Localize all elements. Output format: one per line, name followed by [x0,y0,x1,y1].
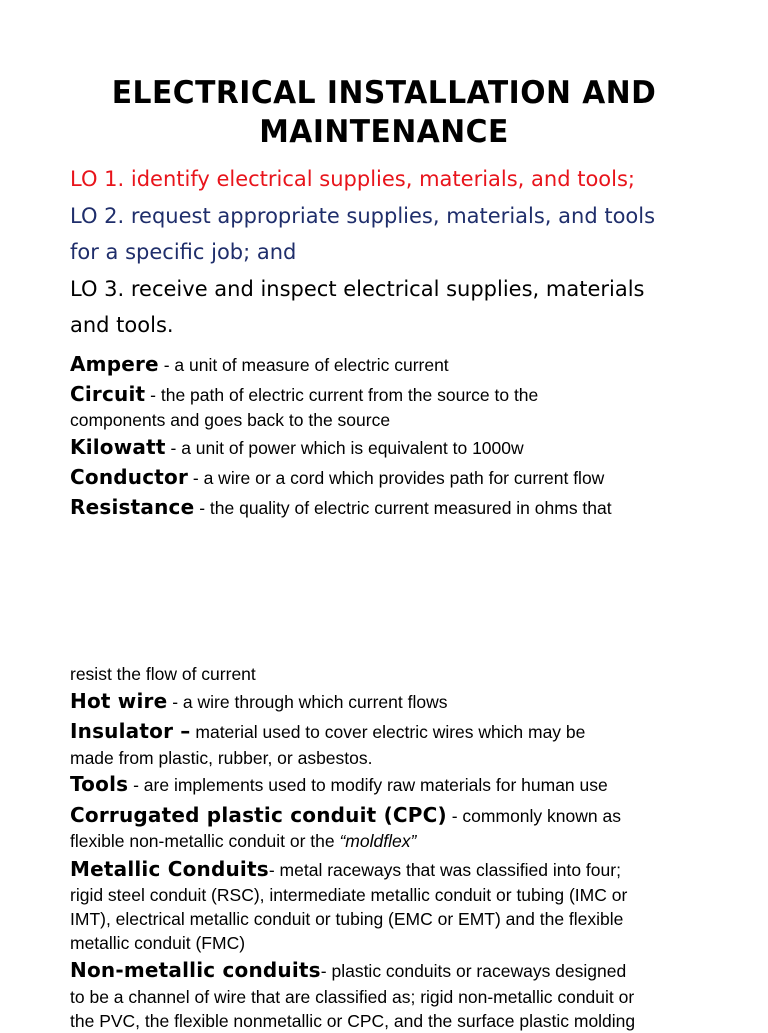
desc-cpc: - commonly known as [446,806,621,826]
desc-conductor: - a wire or a cord which provides path for current flow [188,468,605,488]
desc-circuit-line-2: components and goes back to the source [70,410,391,430]
learning-outcome-3-line-2: and tools. [70,313,174,337]
desc-non-metallic-line-3: the PVC, the flexible nonmetallic or CPC, and the surface plastic molding [70,1011,636,1031]
desc-circuit: - the path of electric current from the source to the [145,385,539,405]
definition-non-metallic-conduits [70,958,730,983]
learning-outcome-2-line-1: LO 2. request appropriate supplies, materials, and tools [70,204,656,228]
term-insulator: Insulator – [70,719,191,743]
desc-non-metallic-line-2: to be a channel of wire that are classified as; rigid non-metallic conduit or [70,987,635,1007]
definition-circuit [70,382,730,407]
definition-resistance [70,495,730,520]
desc-insulator: material used to cover electric wires which may be [190,722,586,742]
term-non-metallic-conduits: Non-metallic conduits [70,958,321,982]
desc-metallic-conduits: - metal raceways that was classified into four; [268,860,621,880]
definition-insulator [70,719,730,744]
definition-tools [70,772,730,797]
term-conductor: Conductor [70,465,189,489]
learning-outcome-3-line-1: LO 3. receive and inspect electrical supplies, materials [70,277,645,301]
desc-cpc-line-2 [70,829,730,853]
desc-resistance-line-2: resist the flow of current [70,664,256,684]
term-circuit: Circuit [70,382,146,406]
definition-hot-wire [70,689,730,714]
definition-kilowatt [70,435,730,460]
desc-ampere: - a unit of measure of electric current [158,355,449,375]
term-metallic-conduits: Metallic Conduits [70,857,269,881]
desc-metallic-line-3: IMT), electrical metallic conduit or tubing (EMC or EMT) and the flexible [70,909,624,929]
term-cpc: Corrugated plastic conduit (CPC) [70,803,447,827]
desc-cpc-line-2-text: flexible non-metallic conduit or the [70,831,340,851]
term-ampere: Ampere [70,352,159,376]
desc-cpc-moldflex: “moldflex” [339,831,417,851]
term-hot-wire: Hot wire [70,689,168,713]
term-resistance: Resistance [70,495,195,519]
document-title-line-1: ELECTRICAL INSTALLATION AND [111,75,657,111]
term-kilowatt: Kilowatt [70,435,166,459]
learning-outcome-1: LO 1. identify electrical supplies, materials, and tools; [70,167,636,191]
desc-kilowatt: - a unit of power which is equivalent to 1000w [165,438,524,458]
definition-conductor [70,465,730,490]
definition-cpc [70,803,730,828]
desc-tools: - are implements used to modify raw materials for human use [128,775,608,795]
desc-metallic-line-4: metallic conduit (FMC) [70,933,246,953]
learning-outcome-2-line-2: for a specific job; and [70,240,297,264]
desc-hot-wire: - a wire through which current flows [167,692,448,712]
definition-ampere [70,352,730,377]
desc-non-metallic-conduits: - plastic conduits or raceways designed [320,961,627,981]
desc-insulator-line-2: made from plastic, rubber, or asbestos. [70,748,373,768]
definition-metallic-conduits [70,857,730,882]
document-title-line-2: MAINTENANCE [259,114,509,150]
desc-resistance: - the quality of electric current measured in ohms that [194,498,612,518]
desc-metallic-line-2: rigid steel conduit (RSC), intermediate metallic conduit or tubing (IMC or [70,885,628,905]
term-tools: Tools [70,772,129,796]
